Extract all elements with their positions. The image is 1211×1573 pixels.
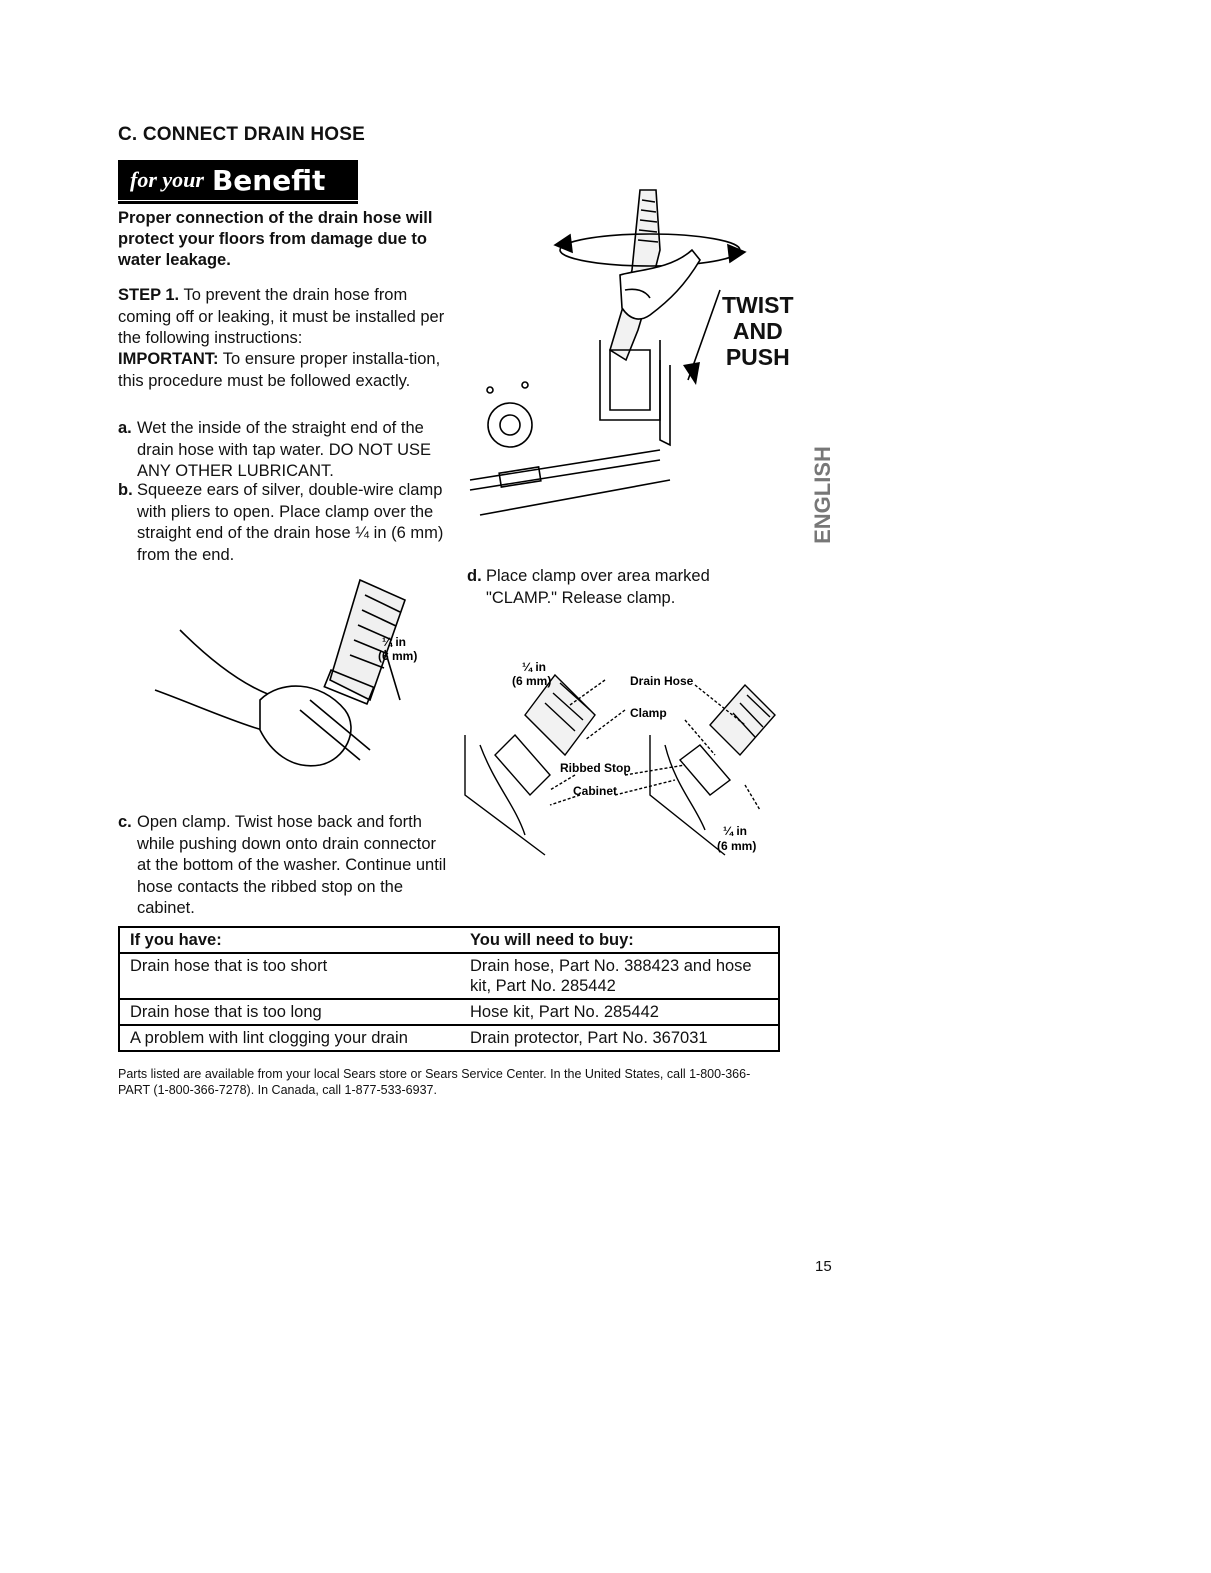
item-b-text: Squeeze ears of silver, double-wire clamp with pliers to open. Place clamp over the straight end of the drain hose ¼ in (6 mm) from the end.	[137, 481, 444, 564]
table-cell: Drain hose that is too short	[119, 953, 460, 999]
instruction-item-a	[118, 418, 453, 483]
item-a-text: Wet the inside of the straight end of the drain hose with tap water. DO NOT USE ANY OTHER LUBRICANT.	[137, 419, 432, 480]
instruction-item-d	[467, 566, 767, 609]
clamp-dim-top-2: (6 mm)	[512, 674, 552, 688]
step-1-label: STEP 1.	[118, 286, 180, 304]
item-d-text: Place clamp over area marked "CLAMP." Release clamp.	[486, 567, 710, 607]
important-label: IMPORTANT:	[118, 350, 219, 368]
item-a-label: a.	[118, 419, 132, 437]
badge-prefix: for your	[130, 167, 204, 192]
clamp-dim-top-1: ¼ in	[522, 660, 547, 674]
benefit-text: Proper connection of the drain hose will protect your floors from damage due to water leakage.	[118, 209, 433, 269]
label-cabinet: Cabinet	[573, 784, 618, 798]
pliers-dim-2: (6 mm)	[378, 649, 418, 663]
badge-underline	[118, 201, 358, 204]
label-clamp: Clamp	[630, 706, 667, 720]
item-c-text: Open clamp. Twist hose back and forth while pushing down onto drain connector at the bottom of the washer. Continue until hose contacts the ribbed stop on the cabinet.	[137, 813, 447, 917]
table-cell: Drain hose that is too long	[119, 999, 460, 1025]
table-cell: A problem with lint clogging your drain	[130, 1029, 408, 1047]
parts-table	[118, 926, 780, 1052]
step-1-text: To prevent the drain hose from coming off or leaking, it must be installed per the following instructions:	[118, 286, 445, 347]
table-row	[119, 1025, 779, 1051]
twist-label: TWIST	[722, 292, 794, 318]
clamp-placement-illustration	[455, 645, 795, 865]
label-drain-hose: Drain Hose	[630, 674, 694, 688]
important-paragraph	[118, 349, 453, 392]
item-b-label: b.	[118, 481, 133, 499]
label-ribbed-stop: Ribbed Stop	[560, 761, 631, 775]
badge-word: Benefit	[211, 163, 326, 197]
english-side-tab	[810, 405, 845, 585]
step-1-paragraph	[118, 285, 453, 350]
parts-footnote: Parts listed are available from your local Sears store or Sears Service Center. In the United States, call 1-800-366-PART (1-800-366-7278). In Canada, call 1-877-533-6937.	[118, 1067, 751, 1097]
twist-push-label	[722, 292, 794, 370]
clamp-dim-bottom-2: (6 mm)	[717, 839, 757, 853]
instruction-item-b	[118, 480, 453, 566]
table-cell: Drain protector, Part No. 367031	[470, 1029, 708, 1047]
for-your-benefit-badge	[118, 160, 358, 200]
table-row	[119, 999, 779, 1025]
instruction-item-c	[118, 812, 453, 920]
table-row	[119, 953, 779, 999]
important-text: To ensure proper installa-tion, this procedure must be followed exactly.	[118, 350, 441, 390]
pliers-clamp-illustration	[150, 560, 450, 790]
push-label: PUSH	[725, 344, 790, 370]
table-header-have: If you have:	[119, 927, 460, 953]
item-d-label: d.	[467, 567, 482, 585]
table-header-buy: You will need to buy:	[460, 927, 779, 953]
side-tab-label: ENGLISH	[810, 446, 835, 544]
table-cell: Drain hose, Part No. 388423 and hose kit, Part No. 285442	[460, 953, 779, 999]
pliers-dim-1: ¼ in	[382, 635, 407, 649]
clamp-dim-bottom-1: ¼ in	[723, 824, 748, 838]
page-number: 15	[815, 1258, 832, 1275]
table-cell: Hose kit, Part No. 285442	[460, 999, 779, 1025]
and-label: AND	[732, 318, 783, 344]
section-title: C. CONNECT DRAIN HOSE	[118, 124, 365, 145]
item-c-label: c.	[118, 813, 132, 831]
